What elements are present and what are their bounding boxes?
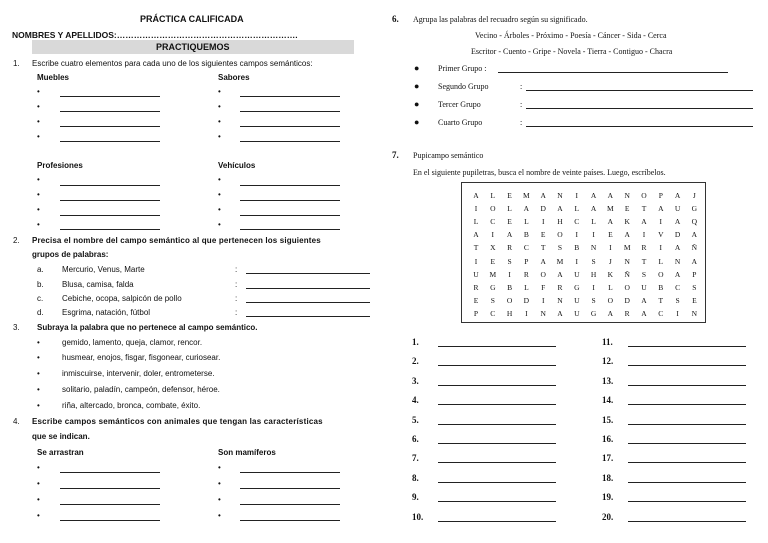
answer-line[interactable] bbox=[438, 521, 556, 522]
grid-letter[interactable]: I bbox=[676, 308, 679, 318]
grid-letter[interactable]: O bbox=[490, 204, 496, 214]
grid-letter[interactable]: I bbox=[575, 256, 579, 266]
grid-letter[interactable]: A bbox=[506, 230, 513, 240]
answer-line[interactable] bbox=[246, 316, 370, 317]
grid-letter[interactable]: L bbox=[524, 282, 529, 292]
grid-letter[interactable]: I bbox=[659, 217, 663, 227]
grid-letter[interactable]: P bbox=[524, 256, 529, 266]
grid-letter[interactable]: R bbox=[507, 243, 513, 253]
grid-letter[interactable]: A bbox=[674, 191, 681, 200]
q6-text: Agrupa las palabras del recuadro según su significado. bbox=[413, 15, 588, 24]
grid-letter[interactable]: A bbox=[540, 256, 546, 266]
answer-line[interactable] bbox=[246, 288, 370, 289]
answer-line[interactable] bbox=[438, 462, 556, 463]
q1-col-muebles: Muebles bbox=[37, 73, 70, 82]
q1-col-vehiculos: Vehículos bbox=[218, 161, 256, 170]
grid-letter[interactable]: O bbox=[506, 295, 513, 305]
grid-letter[interactable]: C bbox=[490, 217, 496, 227]
grid-letter[interactable]: B bbox=[507, 282, 513, 292]
colon: : bbox=[520, 82, 523, 91]
bullet: • bbox=[37, 479, 40, 488]
grid-letter[interactable]: N bbox=[557, 191, 563, 200]
grid-letter[interactable]: O bbox=[607, 295, 614, 305]
grid-letter[interactable]: S bbox=[641, 269, 647, 279]
q2-item-a-text: Mercurio, Venus, Marte bbox=[62, 265, 145, 274]
bullet: • bbox=[37, 175, 40, 184]
answer-line[interactable] bbox=[240, 111, 340, 112]
bullet: • bbox=[218, 87, 221, 96]
q7-text: En el siguiente pupiletras, busca el nombre de veinte países. Luego, escríbelos. bbox=[413, 168, 666, 177]
grid-letter[interactable]: T bbox=[473, 243, 479, 253]
bullet: • bbox=[218, 132, 221, 141]
q6-group-2: Segundo Grupo bbox=[438, 82, 489, 91]
q2-number: 2. bbox=[13, 236, 20, 245]
grid-letter[interactable]: B bbox=[574, 243, 580, 253]
grid-letter[interactable]: C bbox=[523, 243, 529, 253]
colon: : bbox=[235, 265, 238, 274]
grid-letter[interactable]: O bbox=[641, 191, 647, 200]
grid-letter[interactable]: A bbox=[674, 243, 681, 253]
grid-letter[interactable]: L bbox=[490, 191, 496, 200]
bullet: • bbox=[218, 205, 221, 214]
grid-letter[interactable]: M bbox=[623, 243, 631, 253]
grid-letter[interactable]: C bbox=[490, 308, 496, 318]
grid-letter[interactable]: A bbox=[624, 230, 630, 240]
grid-letter[interactable]: E bbox=[624, 204, 630, 214]
answer-line[interactable] bbox=[438, 404, 556, 405]
answer-number: 14. bbox=[602, 395, 614, 406]
grid-letter[interactable]: N bbox=[691, 308, 698, 318]
answer-line[interactable] bbox=[60, 185, 160, 186]
answer-line[interactable] bbox=[246, 302, 370, 303]
grid-letter[interactable]: O bbox=[658, 269, 664, 279]
answer-line[interactable] bbox=[438, 501, 556, 502]
answer-line[interactable] bbox=[438, 365, 556, 366]
bullet: ● bbox=[414, 99, 420, 109]
q6-group-1: Primer Grupo : bbox=[438, 64, 487, 73]
bullet: • bbox=[218, 463, 221, 472]
grid-letter[interactable]: S bbox=[692, 282, 697, 292]
answer-number: 6. bbox=[412, 434, 419, 444]
grid-letter[interactable]: A bbox=[674, 269, 681, 279]
grid-letter[interactable]: A bbox=[658, 204, 664, 214]
answer-line[interactable] bbox=[438, 424, 556, 425]
grid-letter[interactable]: R bbox=[473, 282, 479, 292]
bullet: ● bbox=[414, 63, 420, 73]
grid-letter[interactable]: I bbox=[541, 295, 545, 305]
grid-letter[interactable]: P bbox=[692, 269, 697, 279]
answer-line[interactable] bbox=[240, 472, 340, 473]
grid-letter[interactable]: G bbox=[590, 308, 597, 318]
grid-letter[interactable]: L bbox=[608, 282, 613, 292]
answer-number: 13. bbox=[602, 375, 614, 386]
answer-line[interactable] bbox=[628, 365, 746, 366]
answer-line[interactable] bbox=[240, 229, 340, 230]
grid-letter[interactable]: H bbox=[590, 269, 597, 279]
grid-letter[interactable]: I bbox=[525, 308, 528, 318]
name-label: NOMBRES Y APELLIDOS:………………………………………………………. bbox=[12, 30, 298, 40]
bullet: • bbox=[37, 369, 40, 378]
answer-line[interactable] bbox=[60, 472, 160, 473]
grid-letter[interactable]: N bbox=[624, 256, 630, 266]
bullet: • bbox=[37, 495, 40, 504]
bullet: • bbox=[218, 479, 221, 488]
answer-line[interactable] bbox=[628, 482, 746, 483]
grid-letter[interactable]: A bbox=[523, 204, 530, 214]
grid-letter[interactable]: U bbox=[641, 282, 647, 292]
grid-letter[interactable]: L bbox=[473, 217, 479, 227]
grid-letter[interactable]: E bbox=[473, 295, 479, 305]
answer-line[interactable] bbox=[60, 126, 160, 127]
grid-letter[interactable]: E bbox=[540, 230, 546, 240]
grid-letter[interactable]: D bbox=[540, 204, 546, 214]
grid-letter[interactable]: A bbox=[473, 191, 479, 200]
answer-number: 16. bbox=[602, 434, 614, 444]
bullet: • bbox=[37, 190, 40, 199]
answer-number: 17. bbox=[602, 453, 614, 464]
bullet: • bbox=[37, 511, 40, 520]
grid-letter[interactable]: O bbox=[557, 230, 563, 240]
grid-letter[interactable]: U bbox=[473, 269, 479, 279]
grid-letter[interactable]: O bbox=[540, 269, 546, 279]
grid-letter[interactable]: M bbox=[489, 269, 497, 279]
grid-letter[interactable]: A bbox=[607, 217, 614, 227]
q1-number: 1. bbox=[13, 59, 20, 68]
grid-letter[interactable]: I bbox=[659, 243, 663, 253]
grid-letter[interactable]: L bbox=[658, 256, 664, 266]
grid-letter[interactable]: C bbox=[658, 308, 664, 318]
answer-line[interactable] bbox=[60, 96, 160, 97]
q4-number: 4. bbox=[13, 417, 20, 426]
answer-number: 10. bbox=[412, 511, 424, 522]
colon: : bbox=[235, 308, 238, 317]
grid-letter[interactable]: N bbox=[624, 191, 630, 200]
page-title: PRÁCTICA CALIFICADA bbox=[140, 14, 244, 24]
answer-line[interactable] bbox=[526, 126, 753, 127]
answer-line[interactable] bbox=[498, 72, 728, 73]
grid-letter[interactable]: L bbox=[524, 217, 529, 227]
colon: : bbox=[520, 100, 523, 109]
grid-letter[interactable]: B bbox=[658, 282, 664, 292]
grid-letter[interactable]: A bbox=[691, 256, 698, 266]
colon: : bbox=[520, 118, 523, 127]
answer-number: 9. bbox=[412, 492, 419, 503]
bullet: • bbox=[37, 87, 40, 96]
answer-number: 20. bbox=[602, 511, 614, 522]
bullet: • bbox=[37, 102, 40, 111]
q4-col-son-mamiferos: Son mamíferos bbox=[218, 448, 276, 457]
grid-letter[interactable]: A bbox=[540, 191, 546, 200]
answer-line[interactable] bbox=[60, 200, 160, 201]
grid-letter[interactable]: J bbox=[608, 256, 612, 266]
q2-item-c-letter: c. bbox=[37, 294, 44, 303]
grid-letter[interactable]: V bbox=[658, 230, 664, 240]
grid-letter[interactable]: A bbox=[590, 204, 597, 214]
grid-letter[interactable]: F bbox=[541, 282, 546, 292]
bullet: • bbox=[37, 132, 40, 141]
grid-letter[interactable]: C bbox=[574, 217, 580, 227]
bullet: • bbox=[218, 102, 221, 111]
grid-letter[interactable]: U bbox=[574, 269, 580, 279]
answer-number: 1. bbox=[412, 337, 419, 347]
q2-item-a-letter: a. bbox=[37, 265, 44, 274]
grid-letter[interactable]: S bbox=[557, 243, 563, 253]
grid-letter[interactable]: E bbox=[608, 230, 613, 240]
grid-letter[interactable]: N bbox=[557, 295, 563, 305]
q6-words-line1: Vecino - Árboles - Próximo - Poesía - Cáncer - Sida - Cerca bbox=[475, 31, 667, 40]
q4-text-1: Escribe campos semánticos con animales que tengan las características bbox=[32, 417, 323, 426]
q2-item-c-text: Cebiche, ocopa, salpicón de pollo bbox=[62, 294, 182, 303]
answer-line[interactable] bbox=[526, 90, 753, 91]
grid-letter[interactable]: L bbox=[507, 204, 512, 214]
q2-text-1: Precisa el nombre del campo semántico al que pertenecen los siguientes bbox=[32, 236, 321, 245]
grid-letter[interactable]: X bbox=[490, 243, 496, 253]
grid-letter[interactable]: L bbox=[574, 204, 580, 214]
bullet: • bbox=[37, 117, 40, 126]
answer-line[interactable] bbox=[438, 385, 556, 386]
q7-title: Pupicampo semántico bbox=[413, 151, 484, 160]
q3-item: husmear, enojos, fisgar, fisgonear, curiosear. bbox=[62, 353, 221, 362]
q2-item-b-text: Blusa, camisa, falda bbox=[62, 280, 134, 289]
answer-line[interactable] bbox=[438, 482, 556, 483]
grid-letter[interactable]: A bbox=[473, 230, 479, 240]
q1-col-profesiones: Profesiones bbox=[37, 161, 83, 170]
q7-number: 7. bbox=[392, 150, 399, 160]
grid-letter[interactable]: A bbox=[641, 295, 647, 305]
q3-item: gemido, lamento, queja, clamor, rencor. bbox=[62, 338, 203, 347]
bullet: • bbox=[37, 220, 40, 229]
bullet: • bbox=[37, 401, 40, 410]
q6-number: 6. bbox=[392, 14, 399, 24]
grid-letter[interactable]: K bbox=[624, 217, 630, 227]
answer-line[interactable] bbox=[628, 404, 746, 405]
bullet: • bbox=[218, 190, 221, 199]
grid-letter[interactable]: A bbox=[557, 308, 563, 318]
grid-letter[interactable]: N bbox=[540, 308, 546, 318]
grid-letter[interactable]: Ñ bbox=[691, 243, 698, 253]
answer-line[interactable] bbox=[60, 141, 160, 142]
grid-letter[interactable]: I bbox=[474, 204, 478, 214]
grid-letter[interactable]: A bbox=[674, 217, 681, 227]
bullet: ● bbox=[414, 117, 420, 127]
answer-number: 2. bbox=[412, 356, 419, 367]
bullet: • bbox=[37, 463, 40, 472]
grid-letter[interactable]: P bbox=[658, 191, 663, 200]
answer-number: 8. bbox=[412, 472, 419, 483]
grid-letter[interactable]: A bbox=[641, 217, 647, 227]
answer-number: 5. bbox=[412, 414, 419, 425]
q3-item: riña, altercado, bronca, combate, éxito. bbox=[62, 401, 201, 410]
grid-letter[interactable]: P bbox=[473, 308, 479, 318]
answer-line[interactable] bbox=[60, 520, 160, 521]
grid-letter[interactable]: E bbox=[692, 295, 697, 305]
grid-letter[interactable]: U bbox=[574, 308, 580, 318]
answer-line[interactable] bbox=[240, 185, 340, 186]
grid-letter[interactable]: U bbox=[674, 204, 681, 214]
grid-letter[interactable]: I bbox=[474, 256, 478, 266]
answer-line[interactable] bbox=[240, 488, 340, 489]
answer-line[interactable] bbox=[438, 346, 556, 347]
grid-letter[interactable]: I bbox=[592, 282, 595, 292]
grid-letter[interactable]: I bbox=[575, 191, 579, 200]
answer-number: 4. bbox=[412, 395, 419, 406]
grid-letter[interactable]: N bbox=[590, 243, 597, 253]
answer-number: 3. bbox=[412, 375, 419, 386]
answer-line[interactable] bbox=[240, 141, 340, 142]
answer-line[interactable] bbox=[60, 229, 160, 230]
grid-letter[interactable]: K bbox=[607, 269, 614, 279]
answer-line[interactable] bbox=[240, 126, 340, 127]
grid-letter[interactable]: R bbox=[624, 308, 630, 318]
grid-letter[interactable]: M bbox=[523, 191, 530, 200]
grid-letter[interactable]: I bbox=[592, 230, 595, 240]
grid-letter[interactable]: I bbox=[508, 269, 511, 279]
grid-letter[interactable]: I bbox=[541, 217, 545, 227]
q2-item-d-text: Esgrima, natación, fútbol bbox=[62, 308, 151, 317]
answer-line[interactable] bbox=[246, 273, 370, 274]
bullet: • bbox=[37, 385, 40, 394]
q4-text-2: que se indican. bbox=[32, 432, 90, 441]
grid-letter[interactable]: R bbox=[641, 243, 647, 253]
answer-number: 15. bbox=[602, 414, 614, 425]
q2-item-b-letter: b. bbox=[37, 280, 44, 289]
answer-line[interactable] bbox=[628, 501, 746, 502]
grid-letter[interactable]: G bbox=[490, 282, 496, 292]
answer-line[interactable] bbox=[60, 504, 160, 505]
bullet: • bbox=[218, 220, 221, 229]
bullet: • bbox=[218, 175, 221, 184]
bullet: • bbox=[37, 353, 40, 362]
q3-item: inmiscuirse, intervenir, doler, entrometerse. bbox=[62, 369, 215, 378]
bullet: • bbox=[218, 117, 221, 126]
grid-letter[interactable]: N bbox=[674, 256, 681, 266]
answer-line[interactable] bbox=[438, 443, 556, 444]
grid-letter[interactable]: C bbox=[675, 282, 681, 292]
grid-letter[interactable]: I bbox=[609, 243, 612, 253]
grid-letter[interactable]: E bbox=[507, 217, 512, 227]
q6-words-line2: Escritor - Cuento - Gripe - Novela - Tierra - Contiguo - Chacra bbox=[471, 47, 673, 56]
grid-letter[interactable]: E bbox=[490, 256, 496, 266]
grid-letter[interactable]: E bbox=[507, 191, 512, 200]
q3-number: 3. bbox=[13, 323, 20, 332]
bullet: • bbox=[37, 205, 40, 214]
grid-letter[interactable]: A bbox=[590, 191, 597, 200]
answer-line[interactable] bbox=[240, 504, 340, 505]
q2-text-2: grupos de palabras: bbox=[32, 250, 109, 259]
grid-letter[interactable]: A bbox=[607, 308, 614, 318]
answer-number: 18. bbox=[602, 472, 614, 483]
grid-letter[interactable]: G bbox=[691, 204, 698, 214]
bullet: ● bbox=[414, 81, 420, 91]
answer-line[interactable] bbox=[240, 200, 340, 201]
grid-letter[interactable]: S bbox=[591, 256, 596, 266]
answer-line[interactable] bbox=[240, 96, 340, 97]
grid-letter[interactable]: I bbox=[642, 230, 646, 240]
grid-letter[interactable]: G bbox=[574, 282, 580, 292]
answer-line[interactable] bbox=[60, 215, 160, 216]
grid-letter[interactable]: H bbox=[557, 217, 563, 227]
grid-letter[interactable]: S bbox=[591, 295, 596, 305]
grid-letter[interactable]: T bbox=[658, 295, 664, 305]
answer-line[interactable] bbox=[628, 462, 746, 463]
grid-letter[interactable]: A bbox=[641, 308, 647, 318]
answer-number: 11. bbox=[602, 337, 613, 347]
grid-letter[interactable]: H bbox=[506, 308, 513, 318]
q6-group-3: Tercer Grupo bbox=[438, 100, 481, 109]
answer-line[interactable] bbox=[628, 385, 746, 386]
q3-item: solitario, paladín, campeón, defensor, héroe. bbox=[62, 385, 220, 394]
practice-header: PRACTIQUEMOS bbox=[156, 42, 230, 52]
answer-line[interactable] bbox=[628, 424, 746, 425]
grid-letter[interactable]: A bbox=[607, 191, 614, 200]
q3-text: Subraya la palabra que no pertenece al campo semántico. bbox=[37, 323, 258, 332]
grid-letter[interactable]: D bbox=[624, 295, 630, 305]
grid-letter[interactable]: I bbox=[575, 230, 579, 240]
grid-letter[interactable]: A bbox=[557, 204, 563, 214]
colon: : bbox=[235, 294, 238, 303]
answer-line[interactable] bbox=[628, 521, 746, 522]
q1-col-sabores: Sabores bbox=[218, 73, 250, 82]
grid-letter[interactable]: L bbox=[591, 217, 596, 227]
q6-group-4: Cuarto Grupo bbox=[438, 118, 483, 127]
grid-letter[interactable]: B bbox=[523, 230, 529, 240]
grid-letter[interactable]: D bbox=[523, 295, 530, 305]
q2-item-d-letter: d. bbox=[37, 308, 44, 317]
word-search-grid bbox=[461, 182, 706, 323]
bullet: • bbox=[37, 338, 40, 347]
grid-letter[interactable]: T bbox=[641, 256, 647, 266]
grid-letter[interactable]: O bbox=[624, 282, 630, 292]
answer-number: 7. bbox=[412, 453, 419, 464]
grid-letter[interactable]: M bbox=[607, 204, 614, 214]
q4-col-se-arrastran: Se arrastran bbox=[37, 448, 84, 457]
answer-line[interactable] bbox=[628, 346, 746, 347]
q1-text: Escribe cuatro elementos para cada uno de los siguientes campos semánticos: bbox=[32, 59, 313, 68]
bullet: • bbox=[218, 511, 221, 520]
answer-line[interactable] bbox=[526, 108, 753, 109]
grid-letter[interactable]: S bbox=[490, 295, 495, 305]
grid-letter[interactable]: R bbox=[523, 269, 529, 279]
grid-letter[interactable]: M bbox=[556, 256, 564, 266]
colon: : bbox=[235, 280, 238, 289]
grid-letter[interactable]: T bbox=[540, 243, 546, 253]
answer-line[interactable] bbox=[240, 520, 340, 521]
grid-letter[interactable]: A bbox=[557, 269, 563, 279]
grid-letter[interactable]: S bbox=[675, 295, 680, 305]
bullet: • bbox=[218, 495, 221, 504]
grid-letter[interactable]: Ñ bbox=[624, 269, 630, 279]
grid-letter[interactable]: U bbox=[574, 295, 580, 305]
answer-line[interactable] bbox=[60, 111, 160, 112]
grid-letter[interactable]: J bbox=[692, 191, 696, 200]
grid-letter[interactable]: S bbox=[507, 256, 512, 266]
grid-letter[interactable]: D bbox=[674, 230, 681, 240]
answer-line[interactable] bbox=[628, 443, 746, 444]
answer-line[interactable] bbox=[240, 215, 340, 216]
grid-letter[interactable]: A bbox=[691, 230, 698, 240]
grid-letter[interactable]: Q bbox=[691, 217, 698, 227]
answer-line[interactable] bbox=[60, 488, 160, 489]
answer-number: 12. bbox=[602, 356, 614, 367]
grid-letter[interactable]: I bbox=[491, 230, 495, 240]
answer-number: 19. bbox=[602, 492, 614, 503]
grid-letter[interactable]: R bbox=[557, 282, 563, 292]
grid-letter[interactable]: T bbox=[641, 204, 647, 214]
